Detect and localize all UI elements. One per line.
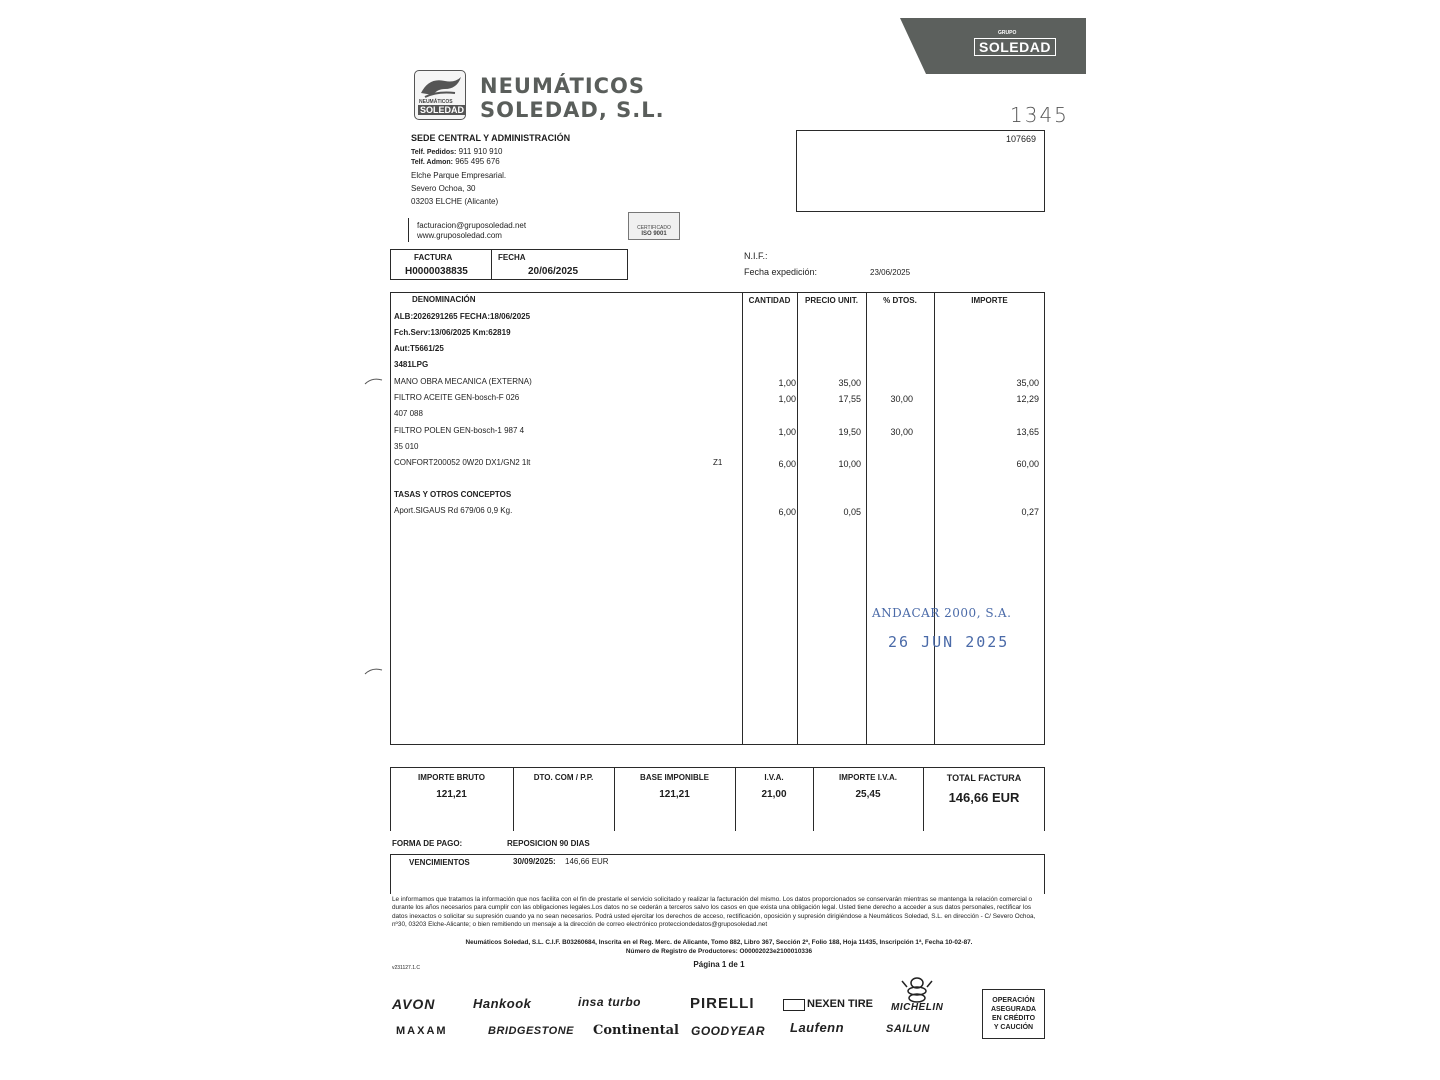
registry-info: Neumáticos Soledad, S.L. C.I.F. B03260684, Inscrita en el Reg. Merc. de Alicante, Tomo 882, Libro 367, Sección 2ª, Folio 188, Hoja 11435, Inscripción 1ª, Fecha 10-02-87. (465, 939, 973, 946)
logo-small-text: NEUMÁTICOS (419, 99, 453, 105)
line-desc: FILTRO POLEN GEN-bosch-1 987 4 (394, 426, 525, 435)
header-denominacion: DENOMINACIÓN (412, 295, 476, 304)
maturity-label: VENCIMIENTOS (409, 858, 470, 867)
logo-name-text: SOLEDAD (420, 105, 465, 115)
address-line2: Severo Ochoa, 30 (411, 184, 476, 193)
line-dto: 30,00 (890, 427, 913, 437)
brand-logo: NEXEN TIRE (807, 998, 874, 1010)
michelin-man-icon (900, 977, 934, 1003)
brand-logo: PIRELLI (690, 995, 755, 1012)
total-label: TOTAL FACTURA (946, 773, 1022, 783)
version-code: v231127.1.C (392, 965, 420, 971)
expedicion-value: 23/06/2025 (870, 268, 911, 277)
maturity-amount: 146,66 EUR (565, 857, 609, 866)
group-banner-name: SOLEDAD (974, 38, 1056, 56)
eagle-icon (415, 73, 465, 101)
margin-mark (364, 666, 384, 676)
header-importe: IMPORTE (971, 296, 1008, 305)
received-stamp-company: ANDACAR 2000, S.A. (872, 606, 1012, 620)
line-desc: FILTRO ACEITE GEN-bosch-F 026 (394, 393, 520, 402)
info-line: 3481LPG (394, 360, 429, 369)
insured-line: Y CAUCIÓN (993, 1024, 1034, 1031)
brand-logo: MICHELIN (891, 1002, 944, 1013)
base-value: 121,21 (659, 789, 690, 800)
line-qty: 1,00 (778, 378, 796, 388)
phone-admin-value: 965 495 676 (455, 157, 500, 166)
address-line1: Elche Parque Empresarial. (411, 171, 507, 180)
brand-logo: SAILUN (886, 1023, 930, 1035)
line-amount: 35,00 (1016, 378, 1039, 388)
tax-price: 0,05 (843, 507, 861, 517)
header-cantidad: CANTIDAD (748, 296, 791, 305)
brand-logo: insa turbo (578, 995, 642, 1009)
line-amount: 13,65 (1016, 427, 1039, 437)
line-desc: 35 010 (394, 442, 419, 451)
nexen-icon (783, 999, 805, 1011)
iva-value: 21,00 (761, 789, 787, 800)
fecha-label: FECHA (498, 253, 526, 262)
nif-label: N.I.F.: (744, 251, 768, 261)
col-divider-qty (742, 292, 743, 745)
total-value: 146,66 EUR (948, 790, 1020, 805)
line-amount: 12,29 (1016, 394, 1039, 404)
line-amount: 60,00 (1016, 459, 1039, 469)
brand-logo: Laufenn (790, 1020, 845, 1035)
tax-desc: Aport.SIGAUS Rd 679/06 0,9 Kg. (394, 506, 513, 515)
insured-line: EN CRÉDITO (991, 1015, 1036, 1022)
col-divider-dto (866, 292, 867, 745)
fecha-value: 20/06/2025 (528, 266, 579, 277)
brand-logo: BRIDGESTONE (488, 1025, 574, 1037)
address-line3: 03203 ELCHE (Alicante) (411, 197, 499, 206)
line-code: Z1 (713, 458, 723, 467)
phone-admin-label: Telf. Admon: (411, 159, 453, 166)
info-line: Aut:T5661/25 (394, 344, 444, 353)
phone-orders-value: 911 910 910 (458, 147, 503, 156)
line-price: 17,55 (838, 394, 861, 404)
dto-label: DTO. COM / P.P. (533, 773, 594, 782)
brand-logo: AVON (392, 996, 436, 1012)
maturity-date: 30/09/2025: (513, 857, 556, 866)
line-price: 35,00 (838, 378, 861, 388)
iva-label: I.V.A. (764, 773, 784, 782)
line-qty: 1,00 (778, 427, 796, 437)
iso-cert-bottom: ISO 9001 (641, 231, 667, 237)
payment-label: FORMA DE PAGO: (392, 839, 463, 848)
importe-iva-label: IMPORTE I.V.A. (839, 773, 897, 782)
handwritten-number: 1345 (1010, 103, 1069, 127)
importe-iva-value: 25,45 (855, 789, 881, 800)
phone-orders-label: Telf. Pedidos: (411, 149, 457, 156)
factura-label: FACTURA (414, 253, 453, 262)
brand-logo: Continental (593, 1023, 679, 1038)
group-banner (900, 18, 1086, 74)
taxes-title: TASAS Y OTROS CONCEPTOS (394, 490, 512, 499)
contact-divider (408, 218, 409, 242)
insured-line: OPERACIÓN (992, 997, 1035, 1004)
line-desc: CONFORT200052 0W20 DX1/GN2 1lt (394, 458, 531, 467)
company-logo (414, 70, 466, 120)
base-label: BASE IMPONIBLE (640, 773, 709, 782)
tax-qty: 6,00 (778, 507, 796, 517)
company-name-line2: SOLEDAD, S.L. (480, 98, 665, 122)
hq-title: SEDE CENTRAL Y ADMINISTRACIÓN (411, 133, 571, 143)
received-stamp-date: 26 JUN 2025 (888, 633, 1010, 651)
iso-cert-badge (628, 212, 680, 240)
payment-value: REPOSICION 90 DIAS (507, 839, 590, 848)
header-dtos: % DTOS. (883, 296, 917, 305)
company-web: www.gruposoledad.com (417, 231, 502, 240)
info-line: ALB:2026291265 FECHA:18/06/2025 (394, 312, 531, 321)
brand-logo: GOODYEAR (691, 1024, 766, 1038)
phone-admin (411, 157, 500, 166)
line-dto: 30,00 (890, 394, 913, 404)
bruto-value: 121,21 (436, 789, 467, 800)
col-divider-amount (934, 292, 935, 745)
line-price: 10,00 (838, 459, 861, 469)
company-email: facturacion@gruposoledad.net (417, 221, 527, 230)
invoice-id-divider (491, 249, 492, 280)
info-line: Fch.Serv:13/06/2025 Km:62819 (394, 328, 511, 337)
maturity-box (390, 854, 1045, 894)
factura-number: H0000038835 (405, 266, 468, 277)
line-qty: 6,00 (778, 459, 796, 469)
line-desc: 407 088 (394, 409, 423, 418)
company-name-line1: NEUMÁTICOS (480, 74, 646, 98)
lines-table (390, 292, 1045, 745)
bruto-label: IMPORTE BRUTO (418, 773, 485, 782)
iso-cert-top: CERTIFICADO (637, 225, 671, 231)
margin-mark (364, 376, 384, 386)
brand-logo: MAXAM (396, 1025, 448, 1037)
phone-orders (411, 147, 503, 156)
customer-code: 107669 (1006, 134, 1037, 144)
line-qty: 1,00 (778, 394, 796, 404)
page-number: Página 1 de 1 (693, 960, 745, 969)
expedicion-label: Fecha expedición: (744, 267, 818, 277)
brand-logo: Hankook (473, 996, 532, 1011)
line-price: 19,50 (838, 427, 861, 437)
line-desc: MANO OBRA MECANICA (EXTERNA) (394, 377, 532, 386)
col-divider-price (797, 292, 798, 745)
tax-amount: 0,27 (1021, 507, 1039, 517)
header-precio: PRECIO UNIT. (805, 296, 858, 305)
privacy-notice: Le informamos que tratamos la información que nos facilita con el fin de prestarle el servicio solicitado y realizar la facturación del mismo. Los datos proporcionados se conservarán mientras se mantenga la relación comercial o durante los años necesarios para cumplir con las obligaciones legales.Los datos no se cederán a terceros salvo los casos en que exista una obligación legal. Usted tiene derecho a acceder a sus datos personales, rectificar los datos inexactos o solicitar su supresión cuando ya no sean necesarios. Podrá usted ejercitar los derechos de acceso, rectificación, oposición y supresión dirigiéndose a Neumáticos Soledad, S.L. en dirección - C/ Severo Ochoa, nº30, 03203 Elche-Alicante; o bien remitiendo un mensaje a la dirección de correo electrónico protecciondedatos@gruposoledad.net (392, 896, 1036, 928)
group-banner-small: GRUPO (998, 30, 1017, 36)
insured-line: ASEGURADA (990, 1006, 1037, 1013)
producers-number: Número de Registro de Productores: O00002023e2100010336 (625, 948, 813, 955)
